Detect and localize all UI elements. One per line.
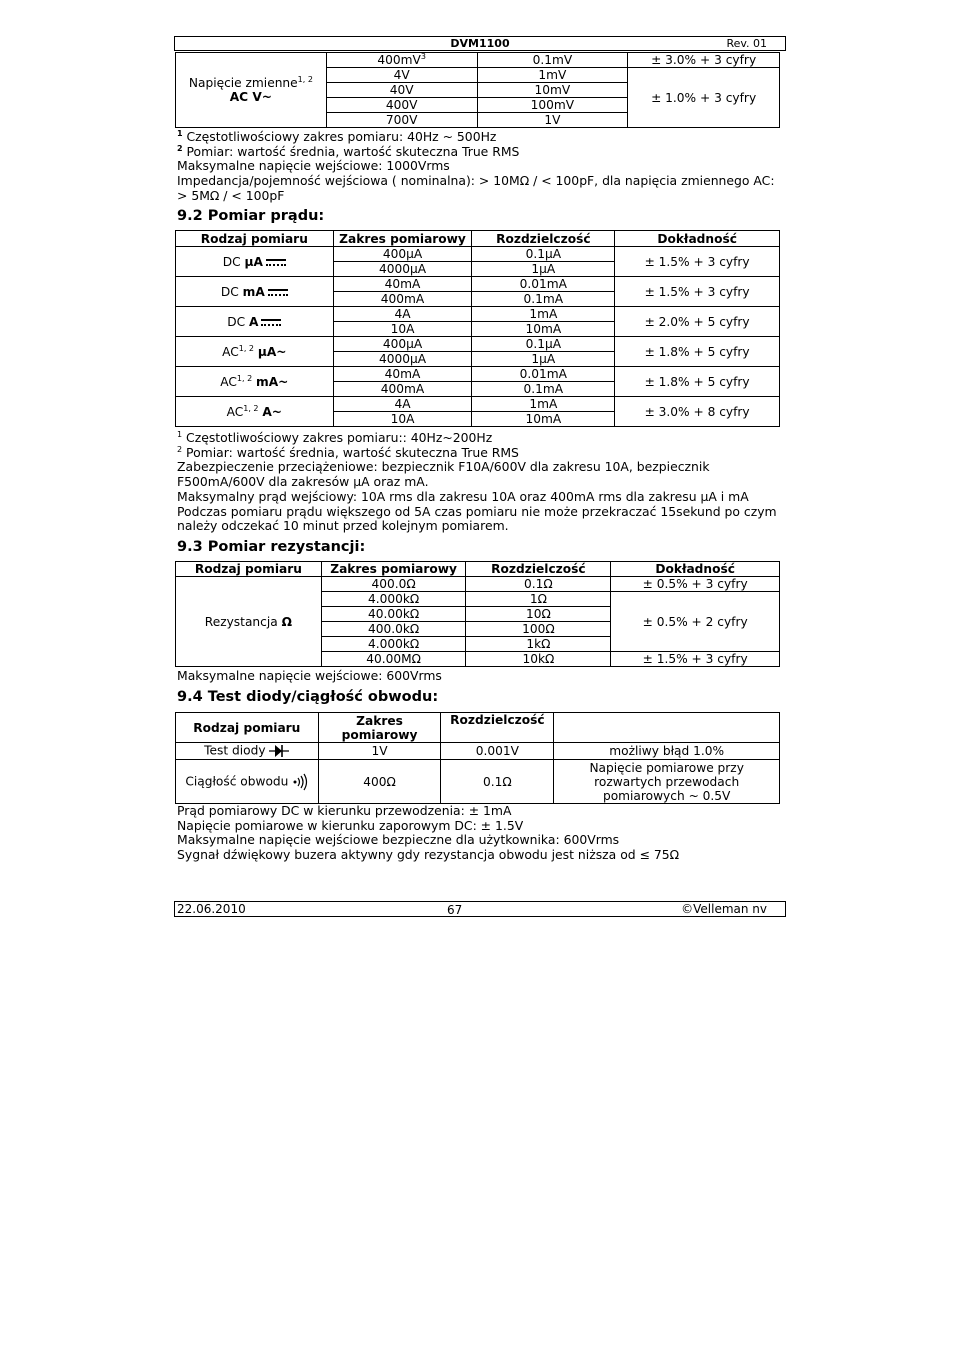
measurement-type-cell: AC$^{1, 2}$ μA~ [176,337,334,367]
text-line: > 5MΩ / < 100pF [177,187,285,203]
resolution-cell: 1μA [472,352,615,367]
column-header: Rozdzielczość [472,231,615,247]
resolution-cell: 1μA [472,262,615,277]
range-cell: 400mA [333,382,472,397]
measurement-type-cell: DC A [176,307,334,337]
resolution-cell: 1V [477,113,628,128]
footer-copyright: ©Velleman nv [681,902,767,916]
resolution-cell: 0.1Ω [466,577,611,592]
resolution-cell: 100Ω [466,622,611,637]
resolution-cell: 0.1Ω [441,760,554,804]
table-row [176,247,780,262]
model-name: DVM1100 [450,37,510,50]
text-line: Maksymalne napięcie wejściowe: 1000Vrms [177,158,450,174]
range-cell: 400μA [333,337,472,352]
current-notes [177,431,777,534]
resolution-cell: 10mA [472,412,615,427]
resolution-cell: 0.1μA [472,337,615,352]
resolution-cell: 0.1mA [472,292,615,307]
table-row [176,307,780,322]
column-header: Rodzaj pomiaru [176,562,322,577]
diode-icon [269,743,289,759]
section-title-current: 9.2 Pomiar prądu: [177,208,325,224]
range-cell: 40mA [333,367,472,382]
resolution-cell: 0.1mV [477,53,628,68]
note-cell: Napięcie pomiarowe przy rozwartych przewodach pomiarowych ~ 0.5V [554,760,780,804]
text-line: Maksymalny prąd wejściowy: 10A rms dla zakresu 10A oraz 400mA rms dla zakresu μA i mA [177,488,749,504]
range-cell: 4.000kΩ [321,592,466,607]
column-header: Zakres pomiarowy [318,713,441,743]
accuracy-cell: ± 0.5% + 3 cyfry [611,577,780,592]
measurement-type-cell: AC$^{1, 2}$ A~ [176,397,334,427]
resolution-cell: 10mV [477,83,628,98]
text-line: Podczas pomiaru prądu większego od 5A czas pomiaru nie może przekraczać 15sekund po czym [177,503,777,519]
accuracy-cell: ± 1.8% + 5 cyfry [615,367,780,397]
column-header: Dokładność [615,231,780,247]
footnote: $^2$ Pomiar: wartość średnia, wartość skuteczna True RMS [177,143,520,159]
page-footer [174,901,786,917]
resolution-cell: 0.01mA [472,367,615,382]
diode-table [175,712,780,804]
accuracy-cell: ± 3.0% + 8 cyfry [615,397,780,427]
diode-test-label: Test diody [176,743,319,760]
column-header: Rozdzielczość [466,562,611,577]
table-row [176,337,780,352]
column-header: Dokładność [611,562,780,577]
accuracy-cell: ± 1.5% + 3 cyfry [611,652,780,667]
resistance-label: Rezystancja Ω [176,577,322,667]
accuracy-cell: ± 1.5% + 3 cyfry [615,247,780,277]
ac-voltage-notes [177,130,775,204]
resolution-cell: 1Ω [466,592,611,607]
range-cell: 700V [326,113,477,128]
diode-notes [177,804,679,863]
dc-symbol-icon [261,317,281,327]
text-line: Sygnał dźwiękowy buzera aktywny gdy rezystancja obwodu jest niższa od ≤ 75Ω [177,847,680,863]
column-header: Rozdzielczość [441,713,554,743]
column-header: Rodzaj pomiaru [176,231,334,247]
measurement-type-cell: DC mA [176,277,334,307]
range-cell: 40.00MΩ [321,652,466,667]
footnote: $^2$ Pomiar: wartość średnia, wartość skuteczna True RMS [177,444,519,460]
continuity-label: Ciągłość obwodu [176,760,319,804]
range-cell: 400.0kΩ [321,622,466,637]
table-row [176,397,780,412]
resistance-notes [177,669,442,684]
footer-date: 22.06.2010 [177,902,246,916]
resolution-cell: 1kΩ [466,637,611,652]
current-table [175,230,780,427]
range-cell: 10A [333,412,472,427]
footnote: $^1$ Częstotliwościowy zakres pomiaru:: 40Hz~200Hz [177,429,493,445]
resolution-cell: 1mA [472,397,615,412]
text-line: Prąd pomiarowy DC w kierunku przewodzenia: ± 1mA [177,803,512,818]
range-cell: 4.000kΩ [321,637,466,652]
text-line: Napięcie pomiarowe w kierunku zaporowym DC: ± 1.5V [177,817,524,833]
revision: Rev. 01 [726,37,767,50]
accuracy-cell: ± 1.8% + 5 cyfry [615,337,780,367]
range-cell: $400mV^3$ [326,53,477,68]
range-cell: 1V [318,743,441,760]
note-cell: możliwy błąd 1.0% [554,743,780,760]
range-cell: 4000μA [333,262,472,277]
resolution-cell: 10kΩ [466,652,611,667]
text-line: należy odczekać 10 minut przed kolejnym pomiarem. [177,518,509,534]
range-cell: 40mA [333,277,472,292]
dc-symbol-icon [266,257,286,267]
ac-voltage-table [175,52,780,128]
range-cell: 4A [333,397,472,412]
column-header: Zakres pomiarowy [333,231,472,247]
resolution-cell: 1mA [472,307,615,322]
accuracy-cell: ± 3.0% + 3 cyfry [628,53,780,68]
resistance-table [175,561,780,667]
range-cell: 400Ω [318,760,441,804]
range-cell: 400.0Ω [321,577,466,592]
buzzer-icon [292,773,308,791]
resolution-cell: 0.01mA [472,277,615,292]
range-cell: 40.00kΩ [321,607,466,622]
range-cell: 40V [326,83,477,98]
resolution-cell: 100mV [477,98,628,113]
resolution-cell: 0.1mA [472,382,615,397]
text-line: Maksymalne napięcie wejściowe: 600Vrms [177,668,442,683]
range-cell: 10A [333,322,472,337]
range-cell: 4A [333,307,472,322]
measurement-type-cell: AC$^{1, 2}$ mA~ [176,367,334,397]
page-number: 67 [447,903,463,917]
range-cell: 400V [326,98,477,113]
table-row [176,367,780,382]
accuracy-cell: ± 0.5% + 2 cyfry [611,592,780,652]
range-cell: 400mA [333,292,472,307]
text-line: Impedancja/pojemność wejściowa ( nominalna): > 10MΩ / < 100pF, dla napięcia zmiennego AC: [177,173,775,189]
resolution-cell: 0.001V [441,743,554,760]
section-title-diode: 9.4 Test diody/ciągłość obwodu: [177,689,439,705]
accuracy-cell: ± 1.5% + 3 cyfry [615,277,780,307]
range-cell: 400μA [333,247,472,262]
resolution-cell: 1mV [477,68,628,83]
text-line: Zabezpieczenie przeciążeniowe: bezpiecznik F10A/600V dla zakresu 10A, bezpiecznik [177,459,710,475]
range-cell: 4000μA [333,352,472,367]
page-header [174,36,786,51]
text-line: F500mA/600V dla zakresów μA oraz mA. [177,474,429,490]
resolution-cell: 0.1μA [472,247,615,262]
table-row [176,277,780,292]
accuracy-cell: ± 1.0% + 3 cyfry [628,68,780,128]
footnote: $^1$ Częstotliwościowy zakres pomiaru: 40Hz ~ 500Hz [177,128,497,144]
accuracy-cell: ± 2.0% + 5 cyfry [615,307,780,337]
text-line: Maksymalne napięcie wejściowe bezpieczne dla użytkownika: 600Vrms [177,832,620,848]
ac-voltage-label: Napięcie zmienne$^{1, 2}$ AC V~ [176,53,327,128]
resolution-cell: 10mA [472,322,615,337]
resolution-cell: 10Ω [466,607,611,622]
column-header [554,713,780,743]
section-title-resistance: 9.3 Pomiar rezystancji: [177,539,366,555]
column-header: Rodzaj pomiaru [176,713,319,743]
measurement-type-cell: DC μA [176,247,334,277]
column-header: Zakres pomiarowy [321,562,466,577]
dc-symbol-icon [268,287,288,297]
range-cell: 4V [326,68,477,83]
